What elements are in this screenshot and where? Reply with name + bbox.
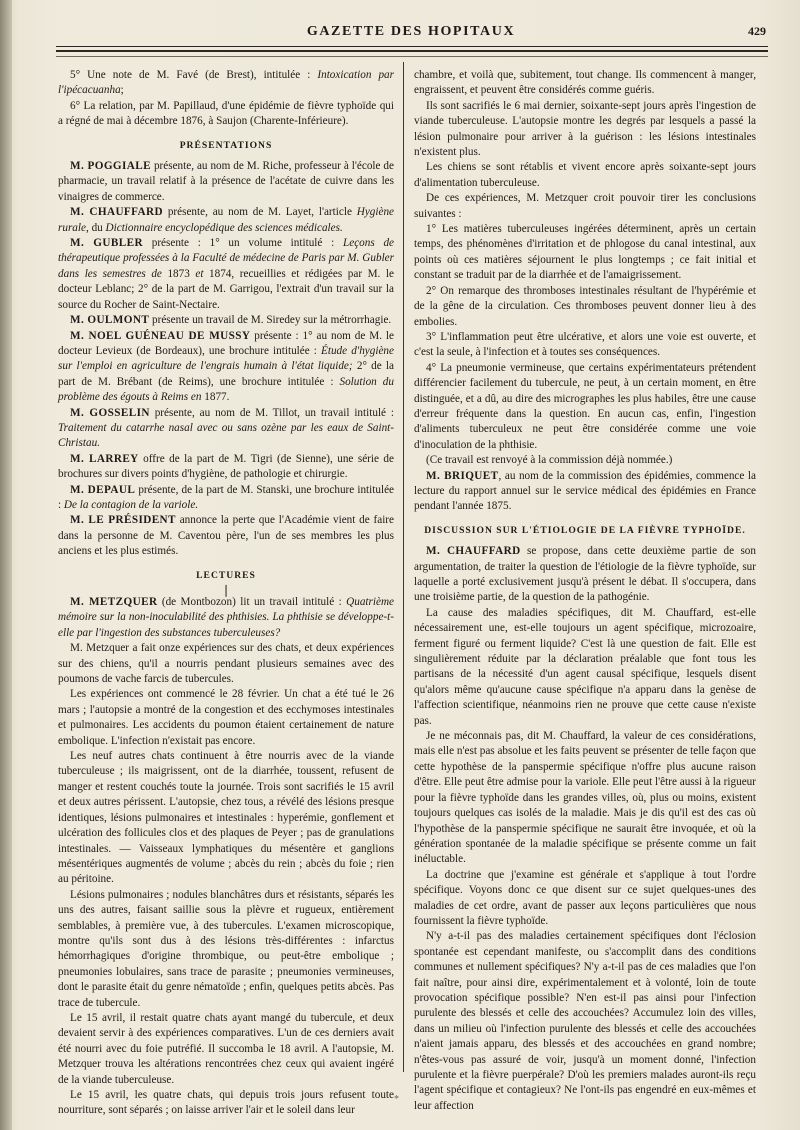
paragraph: Ils sont sacrifiés le 6 mai dernier, soixante-sept jours après l'ingestion de viande tuberculeuse. L'autopsie montre les degrés par lesquels a passé la lésion pulmonaire pour arriver à la guérison : les lésions intestinales n'existent plus.	[414, 99, 756, 159]
paragraph: La cause des maladies spécifiques, dit M. Chauffard, est-elle nécessairement une, est-elle toujours un agent spécifique, microzoaire, ferment figuré ou ferment liquide? C'est là une question de fait. Elle est singulièrement réduite par la déclaration préalable que font tous les partisans de la nécessité d'un agent causal spécifique, lesquels disent qu'alors même qu'aucune cause spécifique n'a apparu dans la genèse de l'affection scientifique, néanmoins rien ne prouve que cette cause n'existe pas.	[414, 606, 756, 727]
paragraph: Les expériences ont commencé le 28 février. Un chat a été tué le 26 mars ; l'autopsie a montré de la congestion et des ecchymoses intestinales et pulmonaires. Les accidents du poumon étaient certainement de nature embolique. L'infection n'existait pas encore.	[58, 688, 394, 747]
paragraph: N'y a-t-il pas des maladies certainement spécifiques dont l'éclosion spontanée est cependant manifeste, ou s'accomplit dans des conditions communes et nullement spécifiques? N'y a-t-il pas de ces maladies que l'on fait naître, pour ainsi dire, expérimentalement et à volonté, loin de toute provocation spécifique possible? N'en est-il pas ainsi pour l'infection purulente des blessés et celle des accouchées? Accumulez loin des villes, dans un milieu où l'infection purulente des blessés et celle des accouchées n'aient jamais apparu, des blessés et des accouchées en grand nombre; n'êtes-vous pas assuré de voir, jusqu'à un moment donné, l'infection purulente et la fièvre puerpérale? D'où les premiers malades auront-ils reçu l'agent spécifique et contagieux? Ne l'ont-ils pas engendré en eux-mêmes et leur affection	[414, 930, 756, 1112]
left-column	[58, 68, 394, 1119]
paragraph: M. CHAUFFARD se propose, dans cette deuxième partie de son argumentation, de traiter la question de l'étiologie de la fièvre typhoïde, sur laquelle a porté exclusivement jusqu'à présent le débat. Il s'occupera, dans une troisième partie, de la question de la pathogénie.	[414, 545, 756, 604]
paragraph: M. CHAUFFARD présente, au nom de M. Layet, l'article Hygiène rurale, du Dictionnaire encyclopédique des sciences médicales.	[58, 206, 395, 234]
section-heading-lectures: LECTURES	[196, 569, 256, 581]
paragraph: Je ne méconnais pas, dit M. Chauffard, la valeur de ces considérations, mais elle n'est pas absolue et les faits peuvent se présenter de telle façon que cette hypothèse de la panspermie spécifique n'offre plus aucune raison d'être. Elle peut être admise pour la variole. Elle peut l'être aussi à la rigueur pour la fièvre typhoïde dans les grandes villes, où, plus ou moins, existent toujours quelques cas isolés de la maladie. Mais je dis qu'il est des cas où l'hypothèse de la panspermie spécifique ne saurait être invoquée, et où la génération spontanée de la maladie spécifique se présente comme un fait inéluctable.	[414, 730, 756, 866]
paragraph: M. LARREY offre de la part de M. Tigri (de Sienne), une série de brochures sur divers points d'hygiène, de pathologie et chirurgie.	[58, 452, 394, 481]
journal-title: GAZETTE DES HOPITAUX	[306, 24, 516, 39]
page-header	[56, 24, 766, 42]
paragraph: 5° Une note de M. Favé (de Brest), intitulée : Intoxication par l'ipécacuanha;	[58, 69, 394, 97]
header-rule-bottom	[56, 56, 768, 57]
paragraph: chambre, et voilà que, subitement, tout change. Ils commencent à manger, engraissent, et peuvent être considérés comme guéris.	[414, 69, 756, 97]
paragraph: M. Metzquer a fait onze expériences sur des chats, et deux expériences sur des chiens, qu'il a nourris pendant plusieurs semaines avec des poumons de vache farcis de tubercules.	[58, 642, 394, 686]
paragraph: Les chiens se sont rétablis et vivent encore après soixante-sept jours d'alimentation tuberculeuse.	[414, 161, 756, 189]
paragraph: M. OULMONT présente un travail de M. Siredey sur la métrorrhagie.	[70, 314, 392, 327]
paragraph: M. NOEL GUÉNEAU DE MUSSY présente : 1° au nom de M. le docteur Levieux (de Bordeaux), une brochure intitulée : Étude d'hygiène sur l'emploi en agriculture de l'engrais humain à l'état liquide; 2° de la part de M. Brébant (de Reims), une brochure intitulée : Solution du problème des égouts à Reims en 1877.	[58, 329, 395, 404]
paragraph: M. METZQUER (de Montbozon) lit un travail intitulé : Quatrième mémoire sur la non-inoculabilité des phthisies. La phthisie se développe-t-elle par l'ingestion des substances tuberculeuses?	[58, 596, 395, 639]
paragraph: 1° Les matières tuberculeuses ingérées déterminent, après un certain temps, des phénomènes d'irritation et de phlogose du canal intestinal, aux points où ces matières séjournent le plus longtemps ; ce fait initial et constant se traduit par de la diarrhée et de l'amaigrissement.	[414, 223, 756, 282]
paragraph: M. LE PRÉSIDENT annonce la perte que l'Académie vient de faire dans la personne de M. Caventou père, l'un de ses membres les plus anciens et les plus estimés.	[58, 514, 394, 558]
paragraph: Les neuf autres chats continuent à être nourris avec de la viande tuberculeuse ; ils maigrissent, ont de la diarrhée, toussent, refusent de manger et restent couchés toute la journée. Trois sont sacrifiés le 15 avril et deux autres périssent. L'autopsie, chez tous, a révélé des lésions presque identiques, lésions pulmonaires et intestinales : hyperémie, gonflement et ulcération des follicules clos et des plaques de Peyer ; pas de granulations intestinales. — Vaisseaux lymphatiques du mésentère et ganglions mésentériques augmentés de volume ; abcès du rein ; abcès du foie ; rien au péritoine.	[58, 750, 394, 886]
paragraph: (Ce travail est renvoyé à la commission déjà nommée.)	[426, 454, 673, 467]
section-heading-discussion: DISCUSSION SUR L'ÉTIOLOGIE DE LA FIÈVRE TYPHOÏDE.	[424, 524, 746, 536]
paragraph: M. GUBLER présente : 1° un volume intitulé : Leçons de thérapeutique professées à la Faculté de médecine de Paris par M. Gubler dans les semestres de 1873 et 1874, recueillies et rédigées par M. le docteur Leblanc; 2° de la part de M. Garrigou, l'extrait d'un travail sur la source du Rocher de Saint-Nectaire.	[58, 237, 395, 311]
page-binding-edge	[0, 0, 12, 1130]
right-column	[414, 68, 756, 1114]
header-rule-top	[56, 46, 768, 47]
section-heading-presentations: PRÉSENTATIONS	[179, 139, 273, 151]
paragraph: Le 15 avril, il restait quatre chats ayant mangé du tubercule, et deux devaient servir à des expériences comparatives. L'un de ces derniers avait été nourri avec du foie putréfié. Il succomba le 18 avril. A l'autopsie, M. Metzquer trouva les altérations rencontrées chez ceux qui avaient ingéré de la viande tuberculeuse.	[58, 1011, 394, 1086]
paragraph: M. GOSSELIN présente, au nom de M. Tillot, un travail intitulé : Traitement du catarrhe nasal avec ou sans ozène par les eaux de Saint-Christau.	[58, 406, 394, 450]
paragraph: 6° La relation, par M. Papillaud, d'une épidémie de fièvre typhoïde qui a régné de mai à décembre 1876, à Saujon (Charente-Inférieure).	[58, 99, 394, 128]
column-divider	[403, 62, 404, 1072]
paragraph: La doctrine que j'examine est générale et s'applique à tout l'ordre spécifique. Voyons donc ce que disent sur ce sujet quelques-unes des maladies de cet ordre, avant de passer aux leçons particulières que nous fournissent la fièvre typhoïde.	[414, 868, 756, 927]
paragraph: M. DEPAUL présente, de la part de M. Stanski, une brochure intitulée : De la contagion de la variole.	[58, 483, 394, 511]
paragraph: 4° La pneumonie vermineuse, que certains expérimentateurs prétendent différencier facilement du tubercule, ne peut, à un certain moment, en être distinguée, et a dû, au dire des micrographes les plus habiles, être une cause d'erreur fréquente dans la question. En aucun cas, enfin, l'ingestion d'aliments tuberculeux ne peut être considérée comme une voie d'inoculation de la phthisie.	[414, 361, 756, 451]
paragraph: M. BRIQUET, au nom de la commission des épidémies, commence la lecture du rapport annuel sur le service médical des épidémies en France pendant l'année 1875.	[414, 469, 756, 513]
ornament-mark: ❘	[220, 583, 232, 597]
paragraph: 2° On remarque des thromboses intestinales résultant de l'hypérémie et de la gêne de la circulation. Ces thromboses peuvent donner lieu à des embolies.	[414, 284, 756, 328]
paragraph: De ces expériences, M. Metzquer croit pouvoir tirer les conclusions suivantes :	[414, 192, 756, 220]
header-rule-thick	[56, 50, 768, 52]
page-number: 429	[748, 24, 766, 38]
paragraph: Lésions pulmonaires ; nodules blanchâtres durs et résistants, séparés les uns des autres, faisant saillie sous la plèvre et rugueux, entièrement semblables, à première vue, à des tubercules. L'examen microscopique, montre qu'ils sont dus à des lésions très-différentes : infarctus hémorrhagiques d'origine thrombique, ou peut-être embolique ; pneumonies lobulaires, sans trace de parasite ; pneumonies vermineuses, dont le parasite était du genre nématoïde ; enfin, quelques petits abcès. Pas trace de tubercule.	[58, 888, 394, 1009]
paragraph: 3° L'inflammation peut être ulcérative, et alors une voie est ouverte, et c'est la seule, à l'infection et à toutes ses conséquences.	[414, 330, 756, 359]
paragraph: Le 15 avril, les quatre chats, qui depuis trois jours refusent toute nourriture, sont séparés ; on laisse arriver l'air et le soleil dans leur	[58, 1089, 394, 1117]
bottom-ink-mark: *	[394, 1094, 399, 1105]
paragraph: M. POGGIALE présente, au nom de M. Riche, professeur à l'école de pharmacie, un travail relatif à la présence de l'acétate de cuivre dans les vinaigres de commerce.	[58, 160, 394, 203]
